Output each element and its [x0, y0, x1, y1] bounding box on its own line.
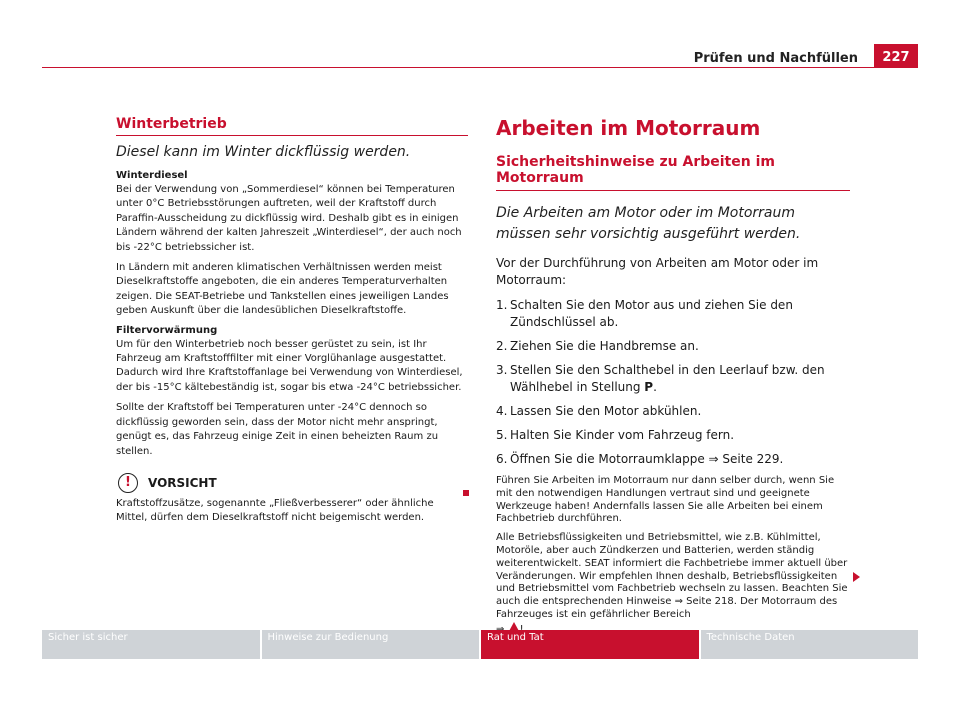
step-item	[496, 297, 850, 331]
step-text-part: .	[653, 380, 657, 394]
paragraph: Führen Sie Arbeiten im Motorraum nur dann selber durch, wenn Sie mit den notwendigen Handlungen vertraut sind und geeignete Werkzeuge haben! Andernfalls lassen Sie alle Arbeiten bei einem Fachbetrieb durchführen.	[496, 475, 835, 525]
paragraph: Bei der Verwendung von „Sommerdiesel“ können bei Temperaturen unter 0°C Betriebsstörungen auftreten, weil der Kraftstoff durch Paraffin-Ausscheidung zu dickflüssig wird. Deshalb gibt es in einigen Ländern während der kalten Jahreszeit „Winterdiesel“, der auch noch bis -22°C betriebssicher ist.	[116, 184, 462, 253]
continue-arrow-icon	[853, 572, 860, 582]
step-item	[496, 403, 850, 420]
left-column	[116, 116, 468, 532]
step-number: 2.	[496, 339, 508, 353]
step-text: Ziehen Sie die Handbremse an.	[510, 339, 699, 353]
subheading-filtervorwaermung: Filtervorwärmung	[116, 324, 218, 336]
chapter-title: Arbeiten im Motorraum	[496, 116, 761, 140]
paragraph-text: Alle Betriebsflüssigkeiten und Betriebsmittel, wie z.B. Kühlmittel, Motoröle, aber auch Zündkerzen und Batterien, werden ständig weiterentwickelt. SEAT informiert die Fachbetriebe immer aktuell über Veränderungen. Wir empfehlen Ihnen deshalb, Betriebsflüssigkeiten und Betriebsmittel vom Fachbetrieb wechseln zu lassen. Beachten Sie auch die entsprechenden Hinweise ⇒ Seite 218. Der Motorraum des Fahrzeuges ist ein gefährlicher Bereich	[496, 532, 848, 620]
step-number: 5.	[496, 428, 508, 442]
paragraph: Sollte der Kraftstoff bei Temperaturen unter -24°C dennoch so dickflüssig geworden sein, dass der Motor nicht mehr anspringt, genügt es, das Fahrzeug einige Zeit in einen beheizten Raum zu stellen.	[116, 402, 439, 457]
paragraph: In Ländern mit anderen klimatischen Verhältnissen werden meist Dieselkraftstoffe angeboten, die ein anderes Temperaturverhalten zeigen. Die SEAT-Betriebe und Tankstellen eines jeweiligen Landes geben Auskunft über die landesüblichen Dieselkraftstoffe.	[116, 262, 449, 317]
step-number: 1.	[496, 298, 508, 312]
right-column	[496, 116, 850, 643]
step-text: Halten Sie Kinder vom Fahrzeug fern.	[510, 428, 735, 442]
subsection-title: Sicherheitshinweise zu Arbeiten im Motorraum	[496, 154, 850, 191]
running-header-title: Prüfen und Nachfüllen	[693, 51, 858, 66]
caution-label: VORSICHT	[148, 475, 217, 490]
caution-box	[116, 473, 468, 526]
subsection-lead: Die Arbeiten am Motor oder im Motorraum müssen sehr vorsichtig ausgeführt werden.	[496, 205, 801, 242]
step-item	[496, 338, 850, 355]
step-text: Schalten Sie den Motor aus und ziehen Sie den Zündschlüssel ab.	[510, 298, 793, 329]
steps-list	[496, 297, 850, 468]
page-number-badge: 227	[874, 44, 918, 68]
gear-position-p: P	[644, 380, 654, 394]
steps-intro: Vor der Durchführung von Arbeiten am Motor oder im Motorraum:	[496, 256, 819, 287]
section-title-winterbetrieb: Winterbetrieb	[116, 116, 468, 136]
tab-hinweise-zur-bedienung[interactable]: Hinweise zur Bedienung	[262, 630, 482, 659]
step-item	[496, 451, 850, 468]
caution-icon: !	[118, 473, 138, 493]
footer-navigation	[42, 630, 918, 659]
paragraph	[496, 532, 850, 636]
step-number: 6.	[496, 452, 508, 466]
subheading-winterdiesel: Winterdiesel	[116, 170, 188, 181]
step-text-part: Stellen Sie den Schalthebel in den Leerlauf bzw. den Wählhebel in Stellung	[510, 363, 825, 394]
step-item	[496, 427, 850, 444]
caution-header	[116, 473, 468, 493]
paragraph: Um für den Winterbetrieb noch besser gerüstet zu sein, ist Ihr Fahrzeug am Kraftstofffilter mit einer Vorglühanlage ausgestattet. Dadurch wird Ihre Kraftstoffanlage bei Verwendung von Winterdiesel, der bis -15°C kältebeständig ist, sogar bis etwa -24°C betriebssicher.	[116, 338, 463, 393]
step-text	[510, 362, 850, 396]
step-item	[496, 362, 850, 396]
section-end-marker	[463, 490, 469, 496]
caution-text: Kraftstoffzusätze, sogenannte „Fließverbesserer“ oder ähnliche Mittel, dürfen dem Dieselkraftstoff nicht beigemischt werden.	[116, 497, 434, 524]
step-text: Öffnen Sie die Motorraumklappe ⇒ Seite 229.	[510, 452, 784, 466]
tab-technische-daten[interactable]: Technische Daten	[701, 630, 919, 659]
tab-sicher-ist-sicher[interactable]: Sicher ist sicher	[42, 630, 262, 659]
tab-rat-und-tat[interactable]: Rat und Tat	[481, 630, 701, 659]
header-rule	[42, 67, 874, 68]
step-number: 4.	[496, 404, 508, 418]
section-lead: Diesel kann im Winter dickflüssig werden.	[116, 144, 411, 160]
step-text: Lassen Sie den Motor abkühlen.	[510, 404, 702, 418]
step-number: 3.	[496, 363, 508, 377]
